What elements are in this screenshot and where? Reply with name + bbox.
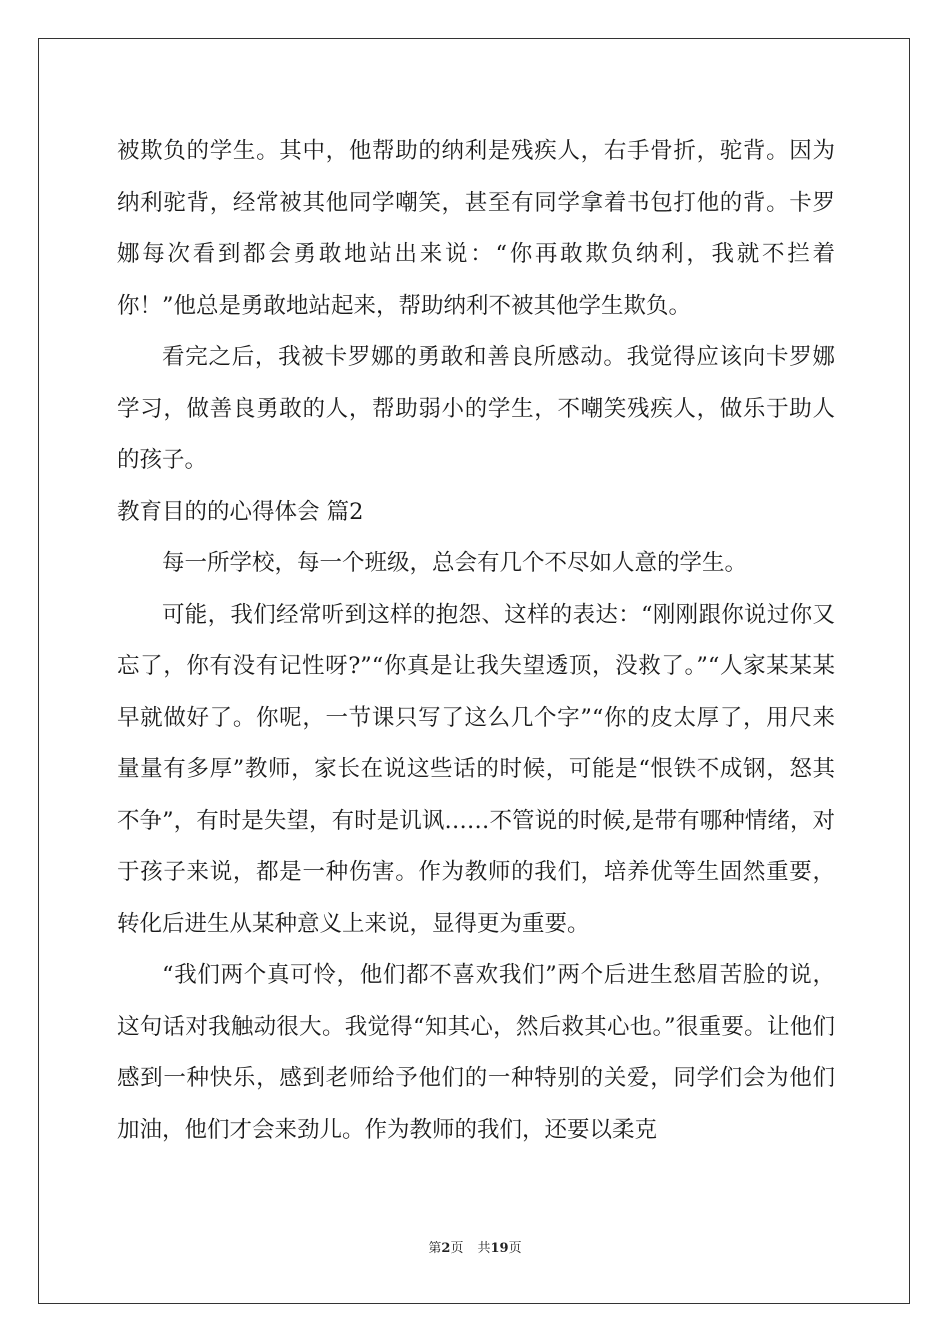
current-page-number: 2 — [441, 1241, 451, 1256]
paragraph-2: 看完之后，我被卡罗娜的勇敢和善良所感动。我觉得应该向卡罗娜学习，做善良勇敢的人，帮助弱小的学生，不嘲笑残疾人，做乐于助人的孩子。 — [117, 344, 835, 473]
footer-page-suffix: 页 — [450, 1241, 464, 1256]
footer-total-suffix: 页 — [508, 1241, 522, 1256]
footer-total-prefix: 共 — [477, 1241, 491, 1256]
section-heading: 教育目的的心得体会 篇2 — [117, 498, 364, 525]
paragraph-3: 每一所学校，每一个班级，总会有几个不尽如人意的学生。 — [162, 550, 748, 576]
page-footer — [0, 1240, 950, 1258]
paragraph-4: 可能，我们经常听到这样的抱怨、这样的表达：“刚刚跟你说过你又忘了，你有没有记性呀?”“你真是让我失望透顶，没救了。”“人家某某某早就做好了。你呢，一节课只写了这么几个字”“你的皮太厚了，用尺来量量有多厚”教师，家长在说这些话的时候，可能是“恨铁不成钢，怒其不争”，有时是失望，有时是讥讽……不管说的时候,是带有哪种情绪，对于孩子来说，都是一种伤害。作为教师的我们，培养优等生固然重要，转化后进生从某种意义上来说，显得更为重要。 — [117, 601, 835, 937]
footer-prefix: 第 — [428, 1241, 442, 1256]
paragraph-5: “我们两个真可怜，他们都不喜欢我们”两个后进生愁眉苦脸的说，这句话对我触动很大。我觉得“知其心，然后救其心也。”很重要。让他们感到一种快乐，感到老师给予他们的一种特别的关爱，同学们会为他们加油，他们才会来劲儿。作为教师的我们，还要以柔克 — [117, 962, 835, 1143]
total-pages-number: 19 — [490, 1241, 509, 1256]
document-body — [117, 126, 835, 1156]
paragraph-1: 被欺负的学生。其中，他帮助的纳利是残疾人，右手骨折，驼背。因为纳利驼背，经常被其他同学嘲笑，甚至有同学拿着书包打他的背。卡罗娜每次看到都会勇敢地站出来说：“你再敢欺负纳利，我就不拦着你！”他总是勇敢地站起来，帮助纳利不被其他学生欺负。 — [117, 138, 835, 319]
